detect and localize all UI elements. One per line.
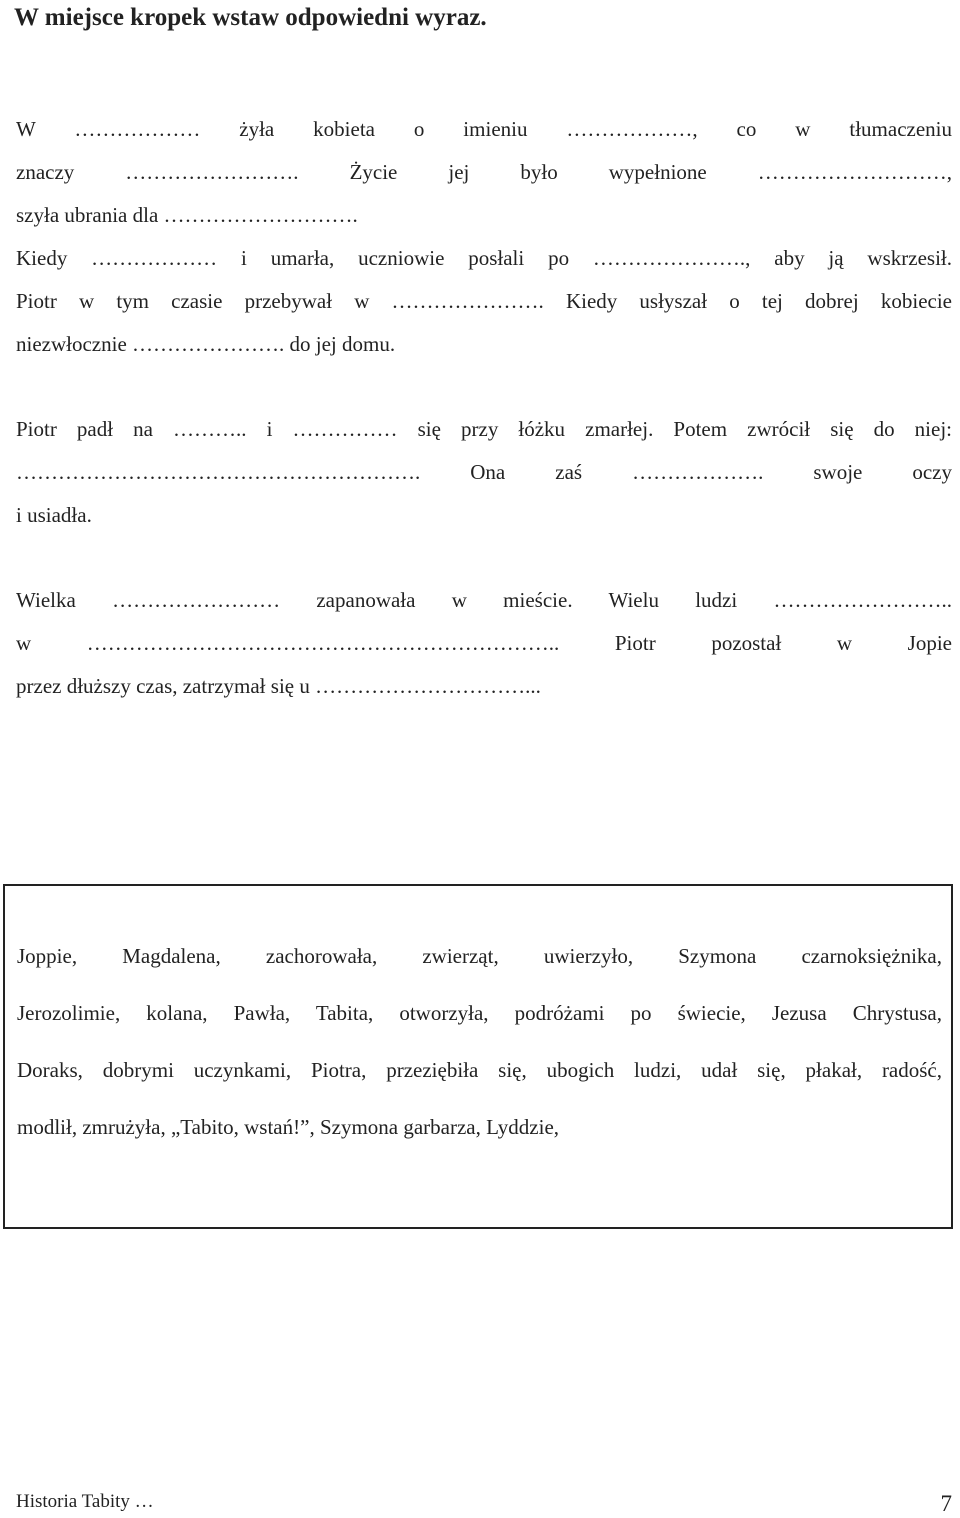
- word-bank-line: Doraks, dobrymi uczynkami, Piotra, przeziębiła się, ubogich ludzi, udał się, płakał, radość,: [17, 1058, 942, 1082]
- word-bank-box: [3, 884, 953, 1229]
- footer-title: Historia Tabity …: [16, 1491, 154, 1512]
- word-bank-line: Jerozolimie, kolana, Pawła, Tabita, otworzyła, podróżami po świecie, Jezusa Chrystusa,: [17, 1001, 942, 1025]
- text-line: szyła ubrania dla ……………………….: [16, 203, 358, 227]
- word-bank-line: modlił, zmrużyła, „Tabito, wstań!”, Szymona garbarza, Lyddzie,: [17, 1115, 560, 1139]
- text-line: znaczy ……………………. Życie jej było wypełnione ………………………,: [16, 160, 952, 184]
- page-title: W miejsce kropek wstaw odpowiedni wyraz.: [14, 4, 487, 31]
- text-line: w ………………………………………………………….. Piotr pozostał w Jopie: [16, 631, 952, 655]
- word-bank-line: Joppie, Magdalena, zachorowała, zwierząt, uwierzyło, Szymona czarnoksiężnika,: [17, 944, 942, 968]
- text-line: Kiedy ……………… i umarła, uczniowie posłali po …………………., aby ją wskrzesił.: [16, 246, 952, 270]
- text-line: przez dłuższy czas, zatrzymał się u …………………………...: [16, 674, 541, 698]
- text-line: i usiadła.: [16, 503, 92, 527]
- text-line: …………………………………………………. Ona zaś ………………. swoje oczy: [16, 460, 952, 484]
- text-line: Wielka …………………… zapanowała w mieście. Wielu ludzi ……………………..: [16, 588, 952, 612]
- text-line: Piotr w tym czasie przebywał w …………………. Kiedy usłyszał o tej dobrej kobiecie: [16, 289, 952, 313]
- text-line: niezwłocznie …………………. do jej domu.: [16, 332, 396, 356]
- text-line: Piotr padł na ……….. i …………… się przy łóżku zmarłej. Potem zwrócił się do niej:: [16, 417, 952, 441]
- page-number: 7: [940, 1491, 952, 1516]
- text-line: W ……………… żyła kobieta o imieniu ………………, co w tłumaczeniu: [16, 117, 952, 141]
